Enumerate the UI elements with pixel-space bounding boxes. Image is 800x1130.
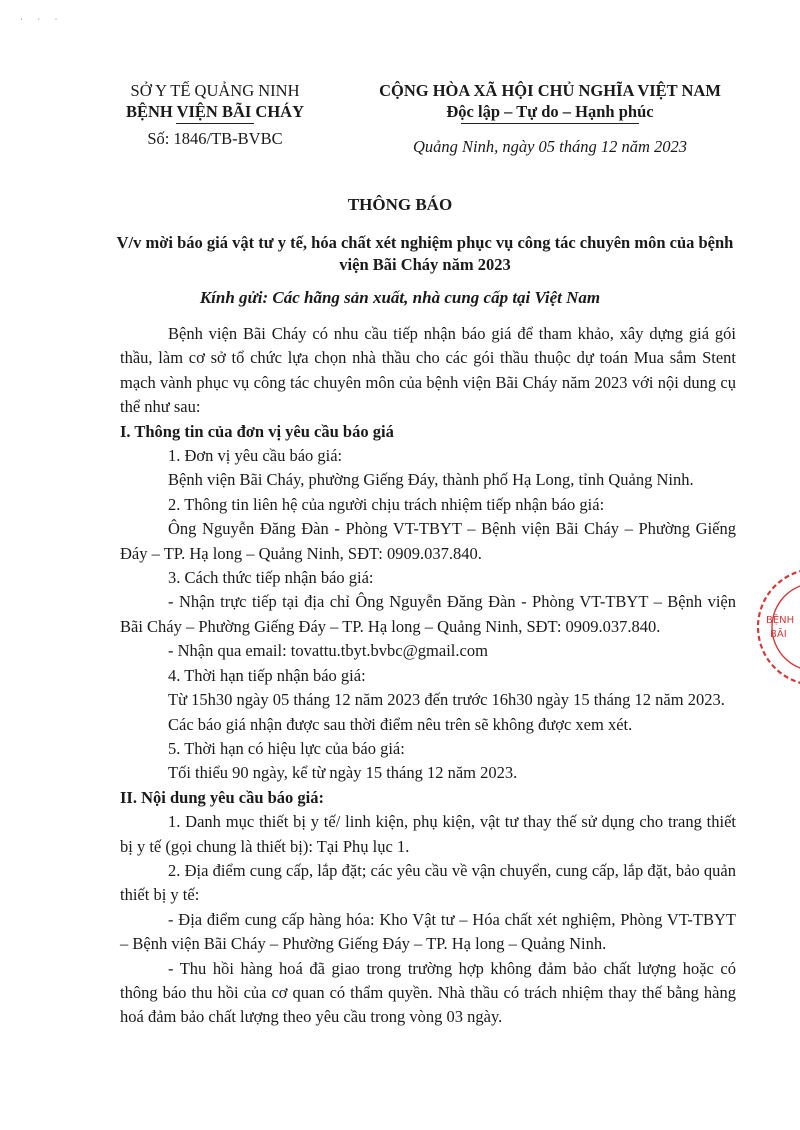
document-body xyxy=(120,322,736,1030)
section-1-item: Tối thiểu 90 ngày, kể từ ngày 15 tháng 12 năm 2023. xyxy=(168,763,518,783)
section-2-heading: II. Nội dung yêu cầu báo giá: xyxy=(120,787,325,807)
document-subject: V/v mời báo giá vật tư y tế, hóa chất xét nghiệm phục vụ công tác chuyên môn của bệnh viện Bãi Cháy năm 2023 xyxy=(116,233,734,274)
motto-underline xyxy=(461,123,639,124)
place-and-date: Quảng Ninh, ngày 05 tháng 12 năm 2023 xyxy=(412,137,688,156)
section-1-item: 5. Thời hạn có hiệu lực của báo giá: xyxy=(168,738,405,758)
header-left xyxy=(115,80,315,149)
national-motto: Độc lập – Tự do – Hạnh phúc xyxy=(446,102,654,121)
document-title: THÔNG BÁO xyxy=(347,195,453,214)
section-1-item: 4. Thời hạn tiếp nhận báo giá: xyxy=(168,665,366,685)
seal-text-2: BÃI xyxy=(770,629,787,640)
intro-paragraph: Bệnh viện Bãi Cháy có nhu cầu tiếp nhận báo giá để tham khảo, xây dựng giá gói thầu, làm cơ sở tổ chức lựa chọn nhà thầu cho các gói thầu thuộc dự toán Mua sắm Stent mạch vành phục vụ công tác chuyên môn của bệnh viện Bãi Cháy năm 2023 với nội dung cụ thể như sau: xyxy=(120,324,736,417)
recipient-line: Kính gửi: Các hãng sản xuất, nhà cung cấp tại Việt Nam xyxy=(199,288,601,307)
section-1-item: Bệnh viện Bãi Cháy, phường Giếng Đáy, thành phố Hạ Long, tỉnh Quảng Ninh. xyxy=(168,470,694,490)
section-1-item: Từ 15h30 ngày 05 tháng 12 năm 2023 đến trước 16h30 ngày 15 tháng 12 năm 2023. xyxy=(168,690,725,710)
scan-specks: · · · xyxy=(20,14,64,24)
ministry-name: SỞ Y TẾ QUẢNG NINH xyxy=(130,81,300,100)
section-1-item: - Nhận trực tiếp tại địa chỉ Ông Nguyễn Đăng Đàn - Phòng VT-TBYT – Bệnh viện Bãi Cháy – Phường Giếng Đáy – TP. Hạ long – Quảng Ninh, SĐT: 0909.037.840. xyxy=(120,592,736,636)
section-1-item: 3. Cách thức tiếp nhận báo giá: xyxy=(168,568,374,588)
seal-text-1: BỆNH xyxy=(766,615,795,626)
section-2-item: - Địa điểm cung cấp hàng hóa: Kho Vật tư – Hóa chất xét nghiệm, Phòng VT-TBYT – Bệnh viện Bãi Cháy – Phường Giếng Đáy – TP. Hạ long – Quảng Ninh. xyxy=(120,909,736,954)
section-1-item: - Nhận qua email: tovattu.tbyt.bvbc@gmail.com xyxy=(168,641,488,661)
hospital-underline xyxy=(176,123,254,124)
section-2-item: - Thu hồi hàng hoá đã giao trong trường hợp không đảm bảo chất lượng hoặc có thông báo thu hồi của cơ quan có thẩm quyền. Nhà thầu có trách nhiệm thay thế bằng hàng hoá đảm bảo chất lượng theo yêu cầu trong vòng 03 ngày. xyxy=(120,958,736,1027)
national-title: CỘNG HÒA XÃ HỘI CHỦ NGHĨA VIỆT NAM xyxy=(379,81,721,100)
seal-icon xyxy=(738,565,800,695)
section-2-item: 1. Danh mục thiết bị y tế/ linh kiện, phụ kiện, vật tư thay thế sử dụng cho trang thiết bị y tế (gọi chung là thiết bị): Tại Phụ lục 1. xyxy=(120,812,736,856)
header-right xyxy=(350,80,750,157)
document-number: Số: 1846/TB-BVBC xyxy=(147,129,283,148)
section-2-item: 2. Địa điểm cung cấp, lắp đặt; các yêu cầu về vận chuyển, cung cấp, lắp đặt, bảo quản thiết bị y tế: xyxy=(120,860,736,905)
section-1-item: Ông Nguyễn Đăng Đàn - Phòng VT-TBYT – Bệnh viện Bãi Cháy – Phường Giếng Đáy – TP. Hạ long – Quảng Ninh, SĐT: 0909.037.840. xyxy=(120,519,736,563)
section-1-item: Các báo giá nhận được sau thời điểm nêu trên sẽ không được xem xét. xyxy=(168,714,633,734)
hospital-name: BỆNH VIỆN BÃI CHÁY xyxy=(125,102,305,121)
section-1-item: 1. Đơn vị yêu cầu báo giá: xyxy=(168,446,343,466)
official-seal-fragment xyxy=(738,565,800,695)
section-1-heading: I. Thông tin của đơn vị yêu cầu báo giá xyxy=(120,421,394,441)
section-1-item: 2. Thông tin liên hệ của người chịu trách nhiệm tiếp nhận báo giá: xyxy=(168,494,605,514)
